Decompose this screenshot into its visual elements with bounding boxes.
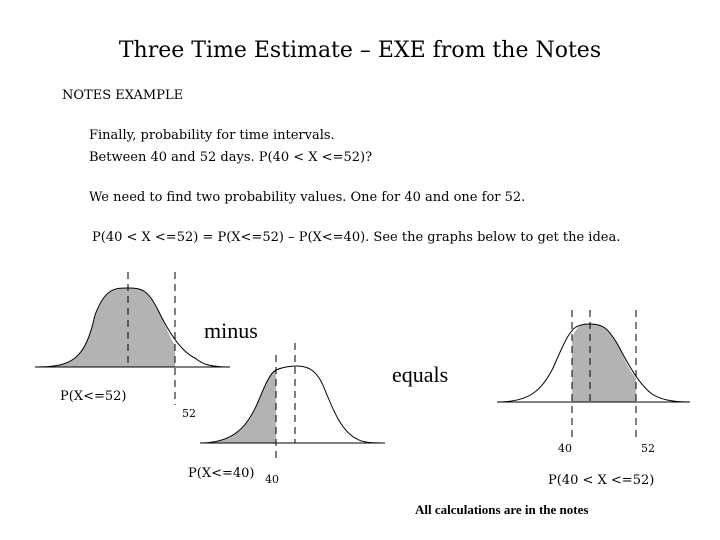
intro-line-2: Between 40 and 52 days. P(40 < X <=52)? — [89, 150, 373, 165]
slide-title: Three Time Estimate – EXE from the Notes — [118, 38, 602, 63]
middle-graph-caption: P(X<=40) — [188, 466, 255, 481]
explanation-text: We need to find two probability values. One for 40 and one for 52. — [89, 190, 526, 205]
middle-normal-curve — [200, 343, 385, 463]
left-graph-tick-52: 52 — [182, 407, 196, 420]
footer-note: All calculations are in the notes — [415, 502, 589, 517]
minus-label: minus — [204, 318, 258, 343]
right-graph-caption: P(40 < X <=52) — [548, 473, 655, 488]
right-graph-tick-52: 52 — [641, 442, 655, 455]
left-graph-caption: P(X<=52) — [60, 389, 127, 404]
equals-label: equals — [392, 362, 449, 387]
middle-graph-tick-40: 40 — [265, 473, 279, 486]
intro-line-1: Finally, probability for time intervals. — [89, 128, 335, 143]
section-label: NOTES EXAMPLE — [62, 88, 184, 103]
left-normal-curve — [35, 272, 230, 405]
formula-text: P(40 < X <=52) = P(X<=52) – P(X<=40). See the graphs below to get the idea. — [92, 230, 621, 245]
left-shaded-area — [35, 288, 175, 367]
right-shaded-area — [572, 324, 636, 402]
right-normal-curve — [497, 310, 690, 438]
middle-curve-line — [200, 366, 385, 443]
right-graph-tick-40: 40 — [558, 442, 572, 455]
